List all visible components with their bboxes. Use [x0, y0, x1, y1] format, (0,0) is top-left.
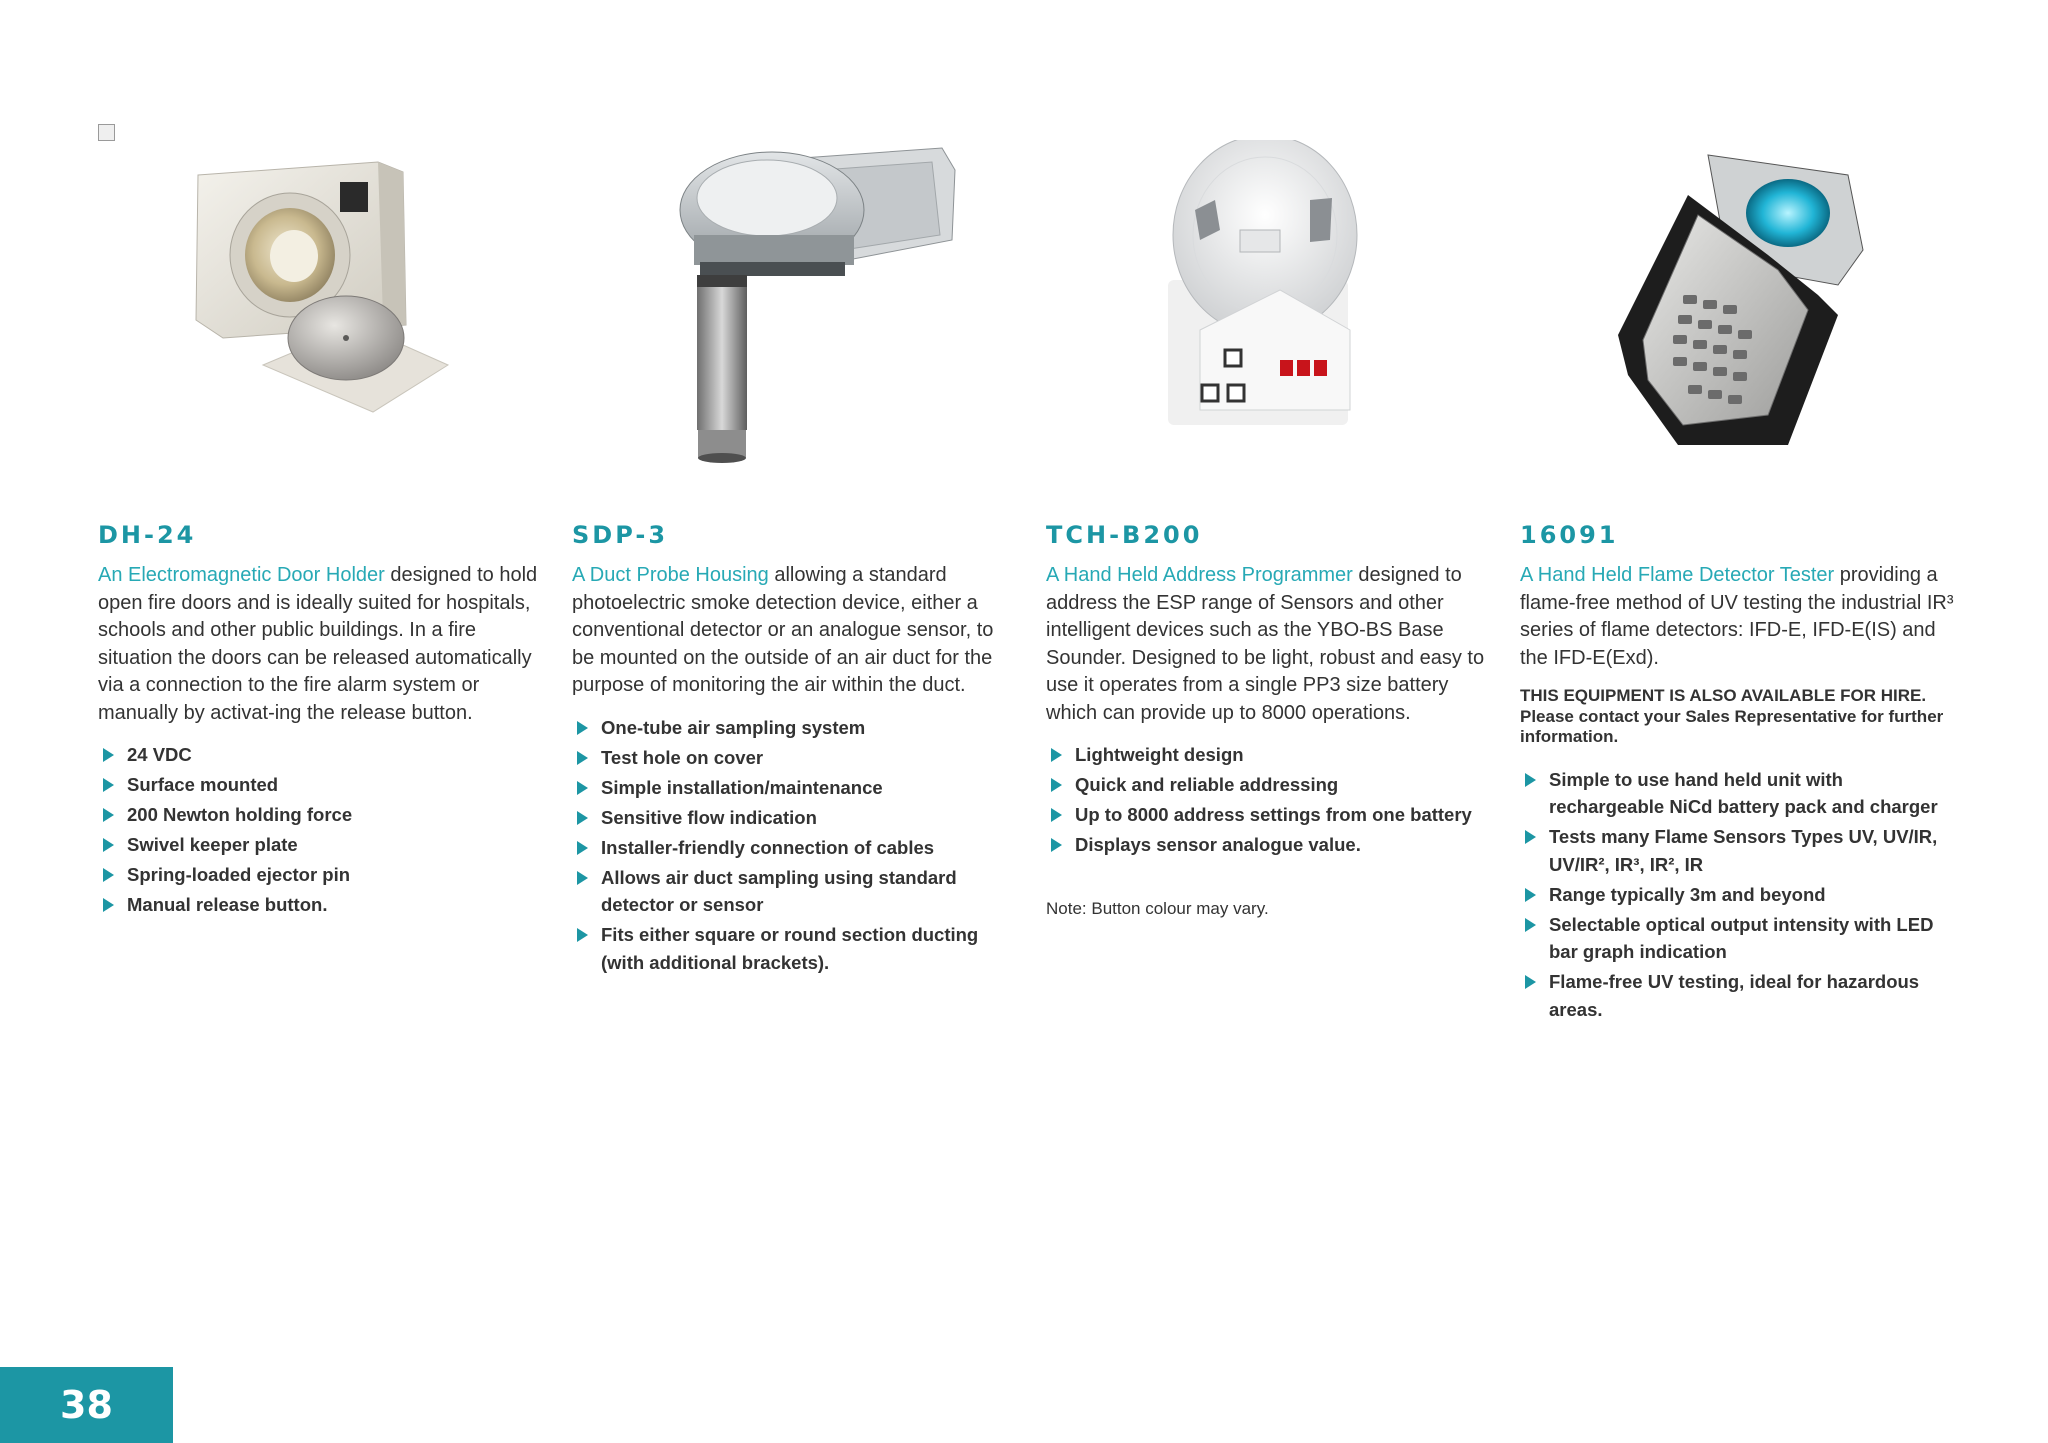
feature-list — [1520, 766, 1960, 1024]
product-description — [572, 562, 1012, 700]
feature-item: Simple to use hand held unit with rechargeable NiCd battery pack and charger — [1520, 766, 1960, 821]
feature-list — [572, 714, 1012, 977]
feature-item: Simple installation/maintenance — [572, 774, 1012, 802]
hire-notice: THIS EQUIPMENT IS ALSO AVAILABLE FOR HIRE. Please contact your Sales Representative for further information. — [1520, 686, 1944, 746]
feature-item: Selectable optical output intensity with LED bar graph indication — [1520, 911, 1960, 966]
feature-item: One-tube air sampling system — [572, 714, 1012, 742]
product-title: 16091 — [1520, 521, 1619, 549]
product-dh-24 — [98, 520, 538, 921]
feature-item: 200 Newton holding force — [98, 801, 538, 829]
product-description-text: designed to address the ESP range of Sensors and other intelligent devices such as the YBO-BS Base Sounder. Designed to be light, robust and easy to use it operates from a single PP3 size battery which can provide up to 8000 operations. — [1046, 564, 1485, 724]
feature-item: Quick and reliable addressing — [1046, 771, 1486, 799]
feature-item: Swivel keeper plate — [98, 831, 538, 859]
product-highlight: An Electromagnetic Door Holder — [98, 564, 385, 586]
feature-item: Sensitive flow indication — [572, 804, 1012, 832]
address-programmer-image — [1160, 140, 1380, 430]
feature-item: Manual release button. — [98, 891, 538, 919]
door-holder-image — [178, 150, 458, 420]
feature-item: Fits either square or round section ducting (with additional brackets). — [572, 921, 1012, 976]
feature-item: Test hole on cover — [572, 744, 1012, 772]
product-title: TCH-B200 — [1046, 521, 1203, 549]
feature-list — [98, 741, 538, 919]
product-description-text: designed to hold open fire doors and is ideally suited for hospitals, schools and other public buildings. In a fire situation the doors can be released automatically via a connection to the fire alarm system or manually by activat-ing the release button. — [98, 564, 538, 724]
product-title: DH-24 — [98, 521, 197, 549]
feature-item: Flame-free UV testing, ideal for hazardous areas. — [1520, 968, 1960, 1023]
feature-item: Allows air duct sampling using standard detector or sensor — [572, 864, 1012, 919]
duct-probe-image — [672, 140, 962, 470]
page-number: 38 — [0, 1367, 173, 1443]
feature-item: Displays sensor analogue value. — [1046, 831, 1486, 859]
product-16091 — [1520, 520, 1960, 1026]
product-highlight: A Duct Probe Housing — [572, 564, 769, 586]
product-description — [98, 562, 538, 727]
product-description-text: providing a flame-free method of UV testing the industrial IR³ series of flame detectors: IFD-E, IFD-E(IS) and the IFD-E(Exd). — [1520, 564, 1954, 669]
feature-item: Tests many Flame Sensors Types UV, UV/IR, UV/IR², IR³, IR², IR — [1520, 823, 1960, 878]
note-text: Note: Button colour may vary. — [1046, 898, 1269, 918]
feature-list — [1046, 741, 1486, 859]
feature-item: Lightweight design — [1046, 741, 1486, 769]
feature-item: Range typically 3m and beyond — [1520, 881, 1960, 909]
feature-item: Installer-friendly connection of cables — [572, 834, 1012, 862]
feature-item: 24 VDC — [98, 741, 538, 769]
product-highlight: A Hand Held Address Programmer — [1046, 564, 1353, 586]
product-description — [1520, 562, 1960, 672]
product-highlight: A Hand Held Flame Detector Tester — [1520, 564, 1835, 586]
product-description-text: allowing a standard photoelectric smoke detection device, either a conventional detector or an analogue sensor, to be mounted on the outside of an air duct for the purpose of monitoring the air within the duct. — [572, 564, 994, 696]
product-description — [1046, 562, 1486, 727]
feature-item: Surface mounted — [98, 771, 538, 799]
feature-item: Up to 8000 address settings from one battery — [1046, 801, 1486, 829]
feature-item: Spring-loaded ejector pin — [98, 861, 538, 889]
product-title: SDP-3 — [572, 521, 669, 549]
product-tch-b200 — [1046, 520, 1486, 919]
checkbox[interactable] — [98, 124, 115, 141]
flame-tester-image — [1588, 145, 1878, 455]
product-sdp-3 — [572, 520, 1012, 979]
